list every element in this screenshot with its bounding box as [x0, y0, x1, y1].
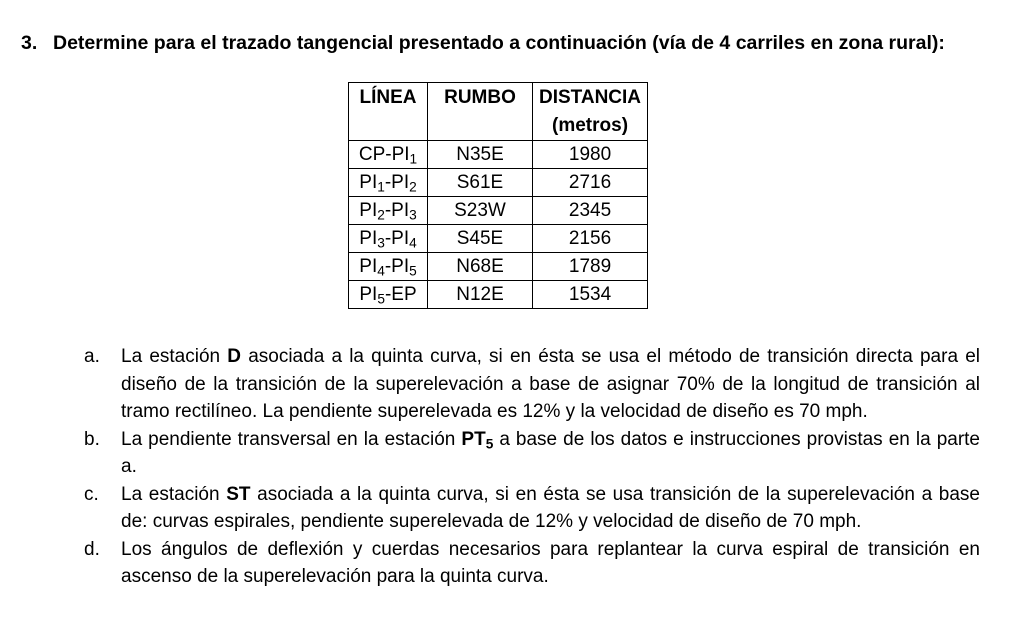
table-row	[349, 281, 648, 309]
table-row	[349, 197, 648, 225]
header-linea: LÍNEA	[349, 83, 428, 141]
station-label: D	[227, 346, 242, 367]
subquestion-a: a. La estación D asociada a la quinta curva, si en ésta se usa el método de transición directa para el diseño de la transición de la superelevación a base de asignar 70% de la longitud de transición al tramo rectilíneo. La pendiente superelevada es 12% y la velocidad de diseño es 70 mph.	[84, 343, 980, 426]
header-distancia-line2: (metros)	[552, 115, 629, 136]
cell-rumbo: N68E	[428, 253, 533, 281]
cell-rumbo: S45E	[428, 225, 533, 253]
table-header-row	[349, 83, 648, 141]
cell-linea: $PI_2-PI_3$	[349, 197, 428, 225]
station-label: $PT_5$	[461, 428, 494, 451]
question-text: Determine para el trazado tangencial presentado a continuación (vía de 4 carriles en zona rural):	[53, 32, 945, 54]
cell-distancia: 1789	[533, 253, 648, 281]
subquestion-letter: a.	[84, 346, 100, 367]
subquestion-letter: c.	[84, 483, 99, 505]
header-distancia	[533, 83, 648, 141]
cell-rumbo: S23W	[428, 197, 533, 225]
subquestion-list	[84, 343, 980, 591]
cell-distancia: 2345	[533, 197, 648, 225]
question-number: 3.	[21, 32, 38, 54]
cell-linea: $CP-PI_1$	[349, 141, 428, 169]
cell-distancia: 1534	[533, 281, 648, 309]
cell-distancia: 2156	[533, 225, 648, 253]
table-row	[349, 169, 648, 197]
question-heading	[21, 30, 1011, 56]
route-table	[348, 82, 648, 309]
subquestion-b: b. La pendiente transversal en la estación $PT_5$ a base de los datos e instrucciones provistas en la parte a.	[84, 426, 980, 481]
table-row	[349, 141, 648, 169]
cell-rumbo: S61E	[428, 169, 533, 197]
subquestion-letter: d.	[84, 538, 100, 560]
cell-linea: $PI_4-PI_5$	[349, 253, 428, 281]
cell-distancia: 1980	[533, 141, 648, 169]
subquestion-c: c. La estación ST asociada a la quinta curva, si en ésta se usa transición de la superelevación a base de: curvas espirales, pendiente superelevada de 12% y velocidad de diseño de 70 mph.	[84, 481, 980, 536]
header-rumbo: RUMBO	[428, 83, 533, 141]
cell-rumbo: N12E	[428, 281, 533, 309]
station-label: ST	[226, 483, 251, 505]
table-row	[349, 225, 648, 253]
subquestion-d: d. Los ángulos de deflexión y cuerdas necesarios para replantear la curva espiral de transición en ascenso de la superelevación para la quinta curva.	[84, 536, 980, 591]
subquestion-letter: b.	[84, 428, 100, 450]
cell-distancia: 2716	[533, 169, 648, 197]
cell-linea: $PI_5-EP$	[349, 281, 428, 309]
cell-linea: $PI_3-PI_4$	[349, 225, 428, 253]
header-distancia-line1: DISTANCIA	[539, 87, 642, 108]
cell-linea: $PI_1-PI_2$	[349, 169, 428, 197]
table-row	[349, 253, 648, 281]
cell-rumbo: N35E	[428, 141, 533, 169]
